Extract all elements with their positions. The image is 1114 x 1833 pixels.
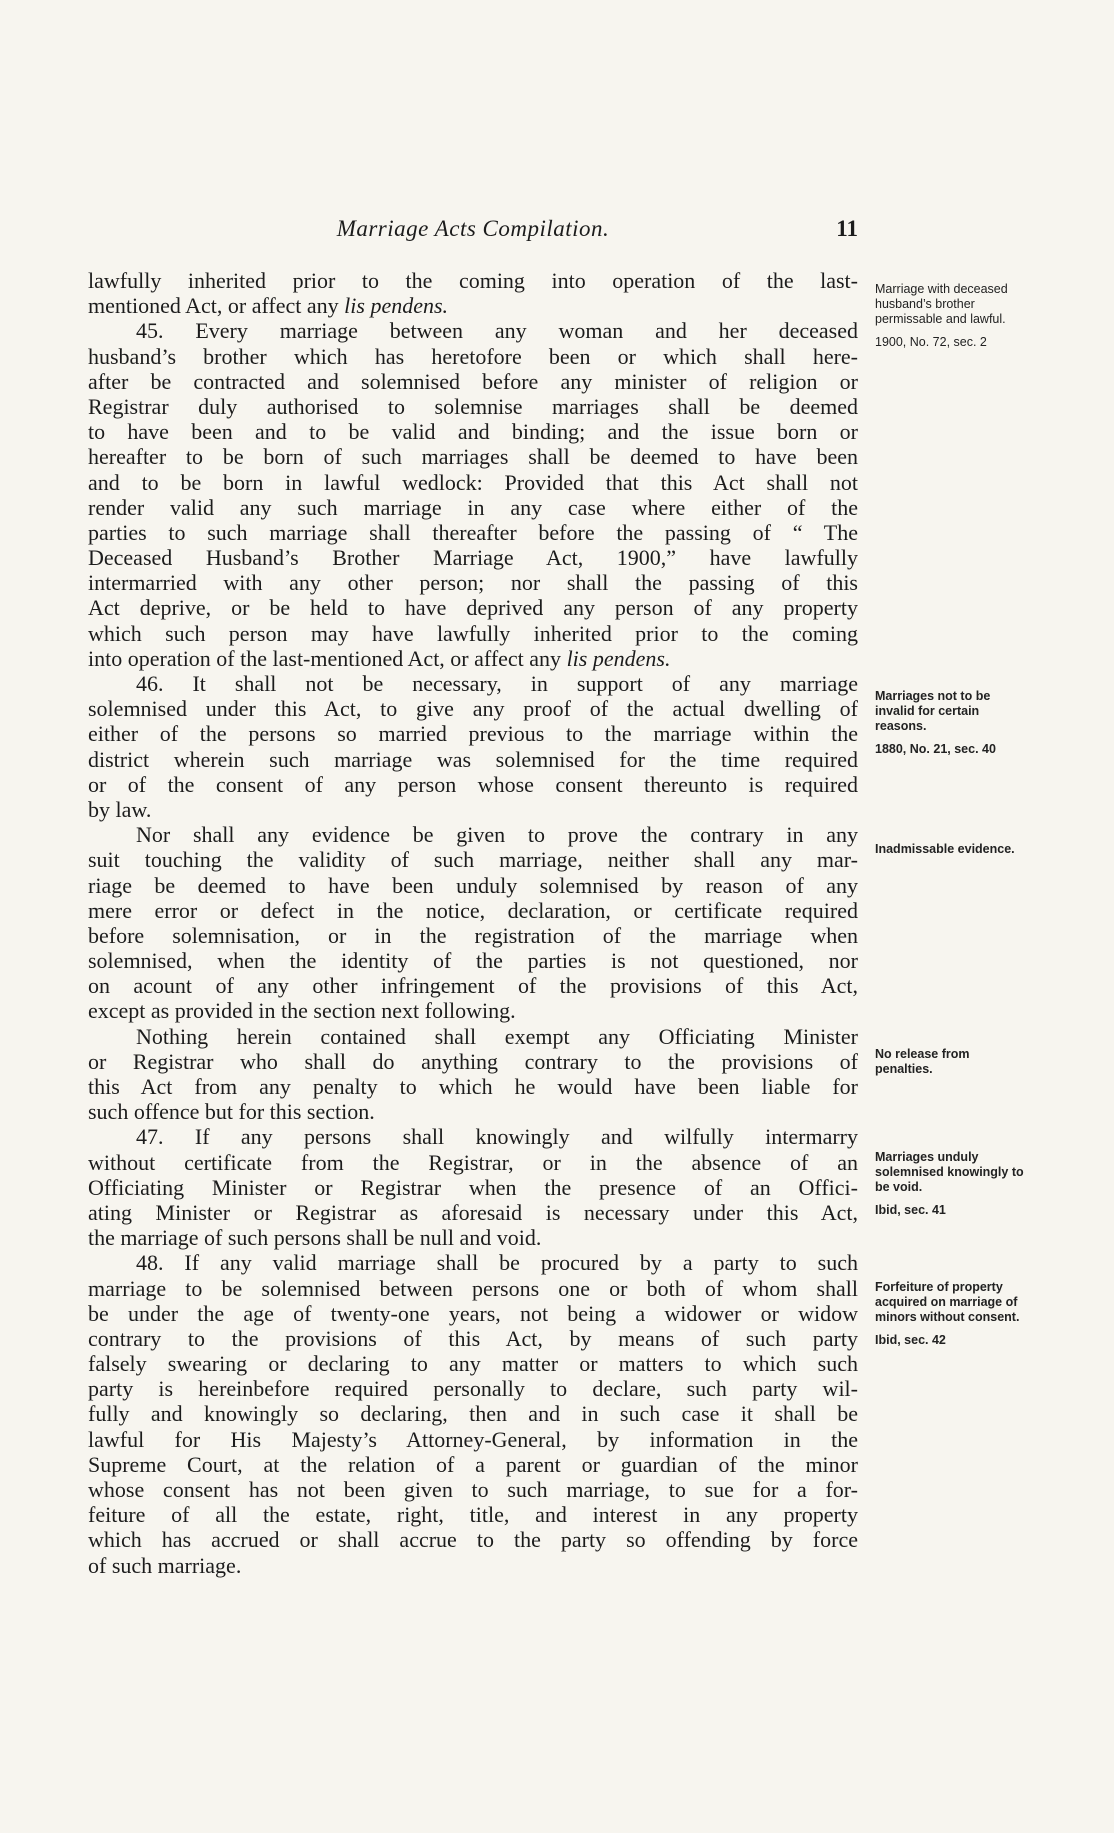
line-text: Nor shall any evidence be given to prove the contrary in any — [136, 822, 858, 848]
text-line — [88, 1074, 858, 1099]
line-text: Deceased Husband’s Brother Marriage Act, 1900,” have lawfully — [88, 545, 858, 571]
text-line — [88, 1150, 858, 1175]
line-text: Officiating Minister or Registrar when the presence of an Offici- — [88, 1174, 858, 1200]
margin-note-ref: 1900, No. 72, sec. 2 — [875, 335, 987, 349]
text-line — [88, 948, 858, 973]
margin-note-section-47 — [875, 1150, 1025, 1218]
line-text: mentioned Act, or affect any — [88, 293, 345, 319]
italic-term: lis pendens. — [566, 645, 671, 671]
line-text: Act deprive, or be held to have deprived any person of any property — [88, 595, 858, 621]
text-line — [88, 344, 858, 369]
line-text: of such marriage. — [88, 1552, 242, 1578]
line-text: parties to such marriage shall thereafter before the passing of “ The — [88, 519, 858, 545]
line-text: mere error or defect in the notice, declaration, or certificate required — [88, 897, 858, 923]
text-line — [88, 1200, 858, 1225]
text-line — [88, 1427, 858, 1452]
text-line — [88, 470, 858, 495]
text-line — [88, 621, 858, 646]
line-text: or of the consent of any person whose consent thereunto is required — [88, 771, 858, 797]
text-line — [88, 318, 858, 343]
line-text: or Registrar who shall do anything contrary to the provisions of — [88, 1048, 858, 1074]
line-text: feiture of all the estate, right, title, and interest in any property — [88, 1502, 858, 1528]
text-line — [88, 696, 858, 721]
text-line — [88, 998, 858, 1023]
text-line — [88, 1351, 858, 1376]
margin-note-ref: 1880, No. 21, sec. 40 — [875, 742, 996, 756]
margin-note-ref: Ibid, sec. 42 — [875, 1333, 946, 1347]
text-line — [88, 595, 858, 620]
text-line — [88, 646, 858, 671]
margin-note-text: Inadmissable evidence. — [875, 842, 1015, 856]
line-text: which such person may have lawfully inherited prior to the coming — [88, 620, 858, 646]
line-text: suit touching the validity of such marriage, neither shall any mar- — [88, 847, 858, 873]
line-text: lawful for His Majesty’s Attorney-General, by information in the — [88, 1426, 858, 1452]
line-text: this Act from any penalty to which he would have been liable for — [88, 1074, 858, 1099]
text-line — [88, 1527, 858, 1552]
line-text: whose consent has not been given to such marriage, to sue for a for- — [88, 1477, 858, 1502]
text-line — [88, 1024, 858, 1049]
margin-note-ref: Ibid, sec. 41 — [875, 1203, 946, 1217]
line-text: fully and knowingly so declaring, then and in such case it shall be — [88, 1401, 858, 1427]
text-line — [88, 369, 858, 394]
margin-note-penalties — [875, 1047, 1025, 1077]
line-text: be under the age of twenty-one years, not being a widower or widow — [88, 1300, 858, 1326]
line-text: and to be born in lawful wedlock: Provided that this Act shall not — [88, 469, 858, 495]
margin-note-text: Marriages not to be invalid for certain reasons. — [875, 689, 991, 733]
line-text: marriage to be solemnised between persons one or both of whom shall — [88, 1275, 858, 1301]
line-text: Nothing herein contained shall exempt any Officiating Minister — [136, 1023, 858, 1049]
text-line — [88, 923, 858, 948]
line-text: 46. It shall not be necessary, in support of any marriage — [136, 671, 858, 696]
margin-note-section-48 — [875, 1280, 1025, 1348]
margin-note-section-45 — [875, 282, 1025, 350]
line-text: such offence but for this section. — [88, 1099, 375, 1125]
margin-note-text: No release from penalties. — [875, 1047, 970, 1076]
text-line — [88, 1049, 858, 1074]
text-line — [88, 772, 858, 797]
line-text: by law. — [88, 796, 152, 822]
line-text: into operation of the last-mentioned Act, or affect any — [88, 645, 567, 671]
text-line — [88, 1301, 858, 1326]
text-line — [88, 1376, 858, 1401]
text-line — [88, 394, 858, 419]
line-text: party is hereinbefore required personally to declare, such party wil- — [88, 1376, 858, 1402]
line-text: the marriage of such persons shall be null and void. — [88, 1225, 542, 1251]
line-text: before solemnisation, or in the registration of the marriage when — [88, 922, 858, 948]
margin-note-section-46 — [875, 689, 1025, 757]
line-text: to have been and to be valid and binding; and the issue born or — [88, 419, 858, 445]
line-text: falsely swearing or declaring to any matter or matters to which such — [88, 1351, 858, 1377]
text-line — [88, 847, 858, 872]
margin-note-text: Marriage with deceased husband’s brother permissable and lawful. — [875, 282, 1008, 326]
line-text: husband’s brother which has heretofore been or which shall here- — [88, 343, 858, 369]
line-text: which has accrued or shall accrue to the party so offending by force — [88, 1527, 858, 1553]
text-line — [88, 1401, 858, 1426]
text-line — [88, 1175, 858, 1200]
margin-note-text: Forfeiture of property acquired on marriage of minors without consent. — [875, 1280, 1020, 1324]
line-text: Supreme Court, at the relation of a parent or guardian of the minor — [88, 1451, 858, 1477]
line-text: after be contracted and solemnised before any minister of religion or — [88, 368, 858, 394]
line-text: hereafter to be born of such marriages shall be deemed to have been — [88, 444, 858, 470]
text-line — [88, 1553, 858, 1578]
line-text: 45. Every marriage between any woman and her deceased — [136, 318, 858, 344]
line-text: district wherein such marriage was solemnised for the time required — [88, 746, 858, 772]
text-line — [88, 1502, 858, 1527]
text-line — [88, 973, 858, 998]
line-text: 48. If any valid marriage shall be procured by a party to such — [136, 1250, 858, 1276]
text-line — [88, 268, 858, 293]
line-text: render valid any such marriage in any case where either of the — [88, 494, 858, 520]
body-text — [88, 268, 858, 1578]
line-text: lawfully inherited prior to the coming into operation of the last- — [88, 268, 858, 293]
line-text: on acount of any other infringement of the provisions of this Act, — [88, 973, 858, 999]
line-text: solemnised under this Act, to give any proof of the actual dwelling of — [88, 696, 858, 722]
text-line — [88, 797, 858, 822]
text-line — [88, 545, 858, 570]
italic-term: lis pendens. — [344, 293, 449, 319]
page-header — [88, 216, 858, 246]
text-line — [88, 1477, 858, 1502]
line-text: contrary to the provisions of this Act, by means of such party — [88, 1325, 858, 1351]
text-line — [88, 747, 858, 772]
text-line — [88, 1099, 858, 1124]
line-text: Registrar duly authorised to solemnise marriages shall be deemed — [88, 393, 858, 419]
text-line — [88, 822, 858, 847]
text-line — [88, 419, 858, 444]
text-line — [88, 721, 858, 746]
line-text: solemnised, when the identity of the parties is not questioned, nor — [88, 948, 858, 974]
text-line — [88, 671, 858, 696]
text-line — [88, 444, 858, 469]
line-text: ating Minister or Registrar as aforesaid is necessary under this Act, — [88, 1199, 858, 1225]
line-text: either of the persons so married previous to the marriage within the — [88, 721, 858, 747]
page-number: 11 — [836, 216, 858, 241]
line-text: without certificate from the Registrar, or in the absence of an — [88, 1149, 858, 1175]
text-line — [88, 1276, 858, 1301]
text-line — [88, 1326, 858, 1351]
text-line — [88, 1124, 858, 1149]
text-line — [88, 873, 858, 898]
text-line — [88, 1250, 858, 1275]
text-line — [88, 898, 858, 923]
margin-note-text: Marriages unduly solemnised knowingly to be void. — [875, 1150, 1024, 1194]
text-line — [88, 570, 858, 595]
margin-note-evidence — [875, 842, 1025, 857]
line-text: 47. If any persons shall knowingly and wilfully intermarry — [136, 1124, 858, 1150]
line-text: riage be deemed to have been unduly solemnised by reason of any — [88, 872, 858, 898]
line-text: intermarried with any other person; nor shall the passing of this — [88, 570, 858, 596]
text-line — [88, 1225, 858, 1250]
line-text: except as provided in the section next following. — [88, 998, 516, 1024]
text-line — [88, 1452, 858, 1477]
text-line — [88, 520, 858, 545]
text-line — [88, 495, 858, 520]
running-title: Marriage Acts Compilation. — [336, 216, 610, 241]
text-line — [88, 293, 858, 318]
